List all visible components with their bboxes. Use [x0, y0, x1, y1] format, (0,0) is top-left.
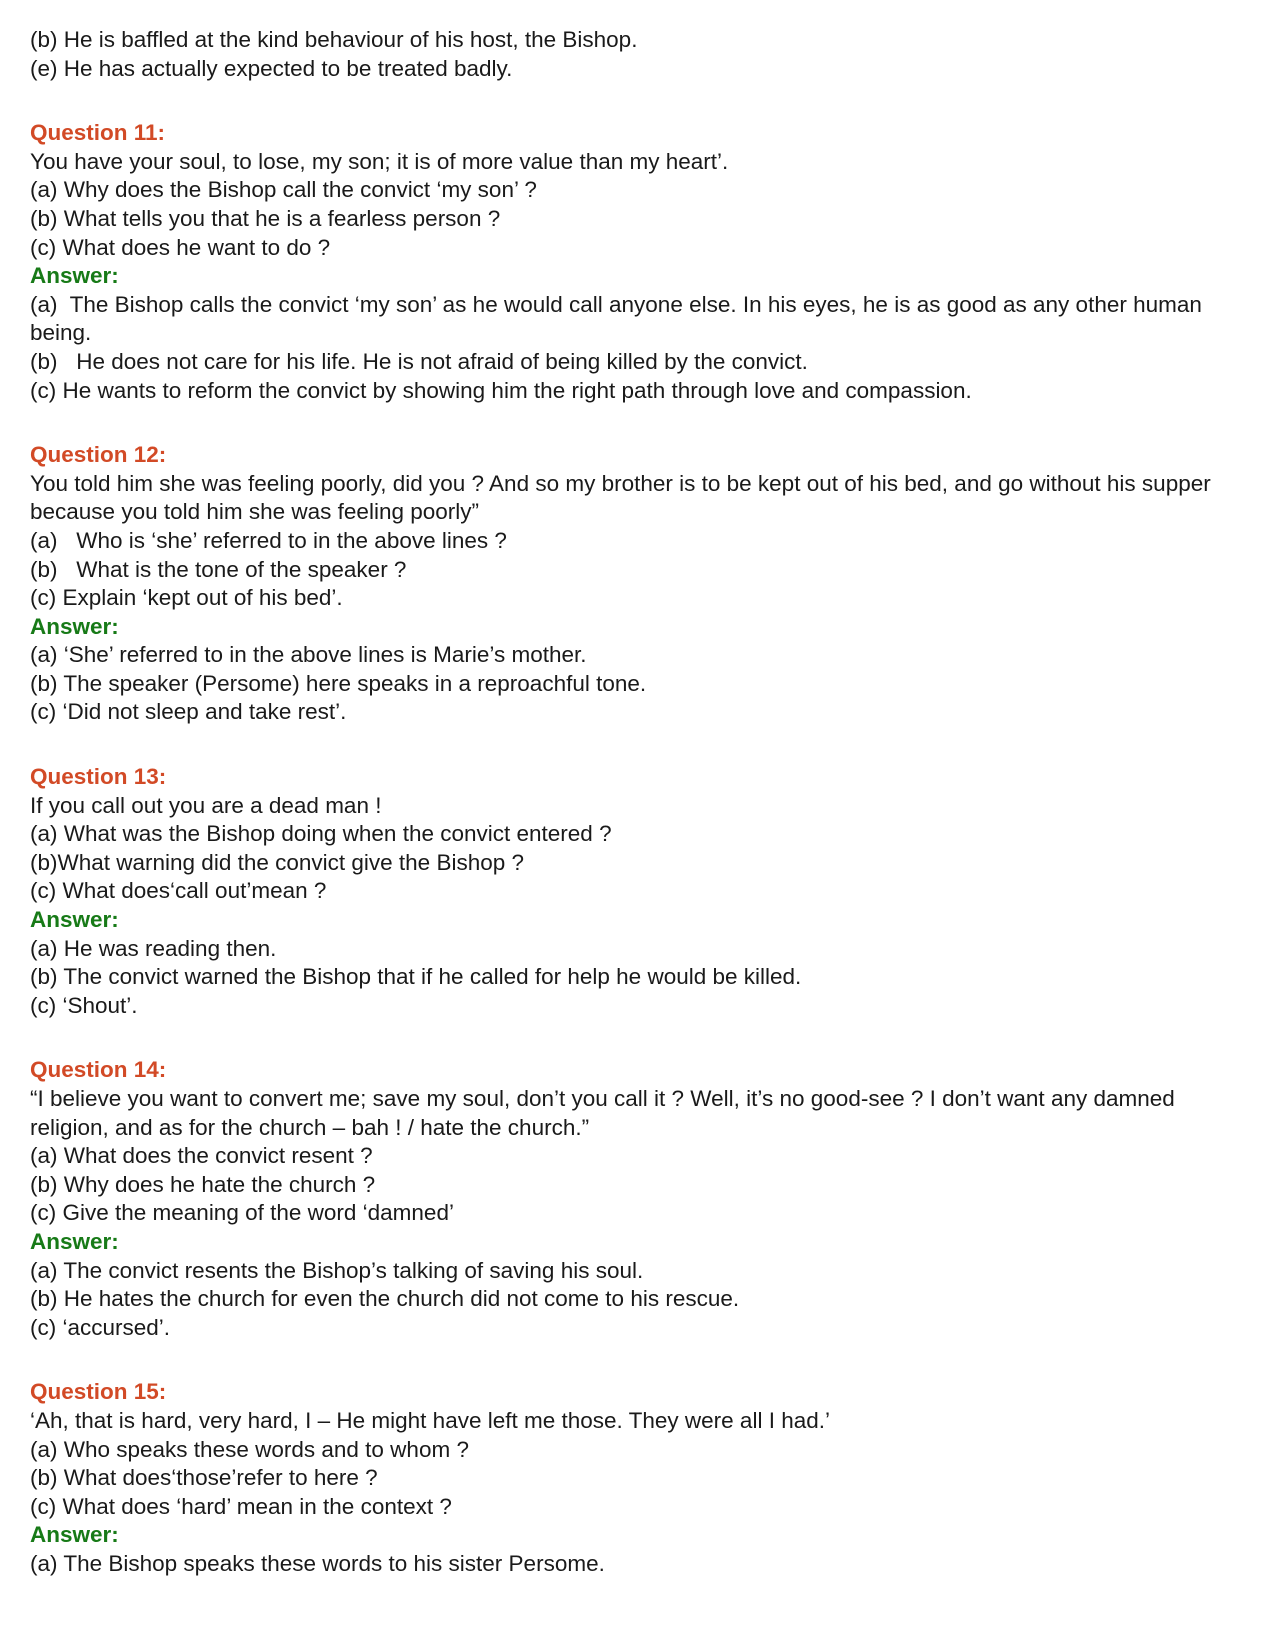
question-prompt-line: (b)What warning did the convict give the Bishop ?	[30, 849, 525, 875]
answer-line: (c) He wants to reform the convict by showing him the right path through love and compassion.	[30, 377, 972, 403]
question-prompt-line: If you call out you are a dead man !	[30, 792, 382, 818]
document-page	[30, 26, 1245, 1579]
answer-heading: Answer:	[30, 613, 119, 639]
question-prompt-line: (c) What does‘call out’mean ?	[30, 878, 327, 904]
answer-line: (b) He does not care for his life. He is not afraid of being killed by the convict.	[30, 348, 808, 374]
question-block-13	[30, 763, 1245, 1020]
question-prompt-line: (a) Who is ‘she’ referred to in the above lines ?	[30, 527, 507, 553]
question-prompt-line: ‘Ah, that is hard, very hard, I – He might have left me those. They were all I had.’	[30, 1407, 830, 1433]
question-heading: Question 13:	[30, 764, 167, 790]
question-prompt-line: (b) What tells you that he is a fearless person ?	[30, 205, 501, 231]
question-block-12	[30, 441, 1245, 727]
answer-line: (a) The convict resents the Bishop’s talking of saving his soul.	[30, 1257, 644, 1283]
answer-line: (c) ‘accursed’.	[30, 1314, 171, 1340]
question-prompt-line: (a) Who speaks these words and to whom ?	[30, 1436, 469, 1462]
question-prompt-line: (c) What does he want to do ?	[30, 234, 331, 260]
answer-line: (a) He was reading then.	[30, 935, 277, 961]
question-prompt-line: (b) Why does he hate the church ?	[30, 1171, 376, 1197]
answer-line: (b) The convict warned the Bishop that if he called for help he would be killed.	[30, 964, 802, 990]
question-prompt-line: “I believe you want to convert me; save my soul, don’t you call it ? Well, it’s no good-see ? I don’t want any damned religion, and as for the church – bah ! / hate the church.”	[30, 1086, 1182, 1140]
question-block-11	[30, 119, 1245, 405]
question-prompt-line: (a) What does the convict resent ?	[30, 1143, 373, 1169]
answer-line: (a) The Bishop calls the convict ‘my son’ as he would call anyone else. In his eyes, he is as good as any other human being.	[30, 291, 1209, 346]
question-prompt-line: (a) Why does the Bishop call the convict ‘my son’ ?	[30, 177, 537, 203]
answer-heading: Answer:	[30, 907, 119, 933]
question-prompt-line: You have your soul, to lose, my son; it is of more value than my heart’.	[30, 148, 729, 174]
answer-heading: Answer:	[30, 1228, 119, 1254]
question-heading: Question 15:	[30, 1379, 167, 1405]
question-prompt-line: (a) What was the Bishop doing when the convict entered ?	[30, 821, 612, 847]
question-prompt-line: (c) What does ‘hard’ mean in the context ?	[30, 1493, 452, 1519]
intro-line: (e) He has actually expected to be treated badly.	[30, 55, 513, 81]
question-block-15	[30, 1378, 1245, 1578]
question-prompt-line: (c) Give the meaning of the word ‘damned’	[30, 1200, 454, 1226]
question-prompt-line: (c) Explain ‘kept out of his bed’.	[30, 585, 343, 611]
answer-line: (c) ‘Shout’.	[30, 992, 138, 1018]
answer-line: (a) The Bishop speaks these words to his sister Persome.	[30, 1550, 605, 1576]
intro-line: (b) He is baffled at the kind behaviour of his host, the Bishop.	[30, 27, 638, 52]
question-prompt-line: (b) What is the tone of the speaker ?	[30, 556, 407, 582]
answer-line: (a) ‘She’ referred to in the above lines is Marie’s mother.	[30, 642, 587, 668]
intro-block	[30, 26, 1245, 83]
answer-line: (b) The speaker (Persome) here speaks in a reproachful tone.	[30, 670, 647, 696]
question-prompt-line: You told him she was feeling poorly, did you ? And so my brother is to be kept out of his bed, and go without his supper because you told him she was feeling poorly”	[30, 470, 1217, 525]
answer-heading: Answer:	[30, 263, 119, 289]
answer-line: (b) He hates the church for even the church did not come to his rescue.	[30, 1286, 740, 1312]
question-heading: Question 12:	[30, 442, 167, 468]
question-prompt-line: (b) What does‘those’refer to here ?	[30, 1465, 378, 1491]
question-block-14	[30, 1056, 1245, 1342]
answer-line: (c) ‘Did not sleep and take rest’.	[30, 699, 347, 725]
question-heading: Question 14:	[30, 1057, 167, 1083]
question-heading: Question 11:	[30, 120, 166, 146]
answer-heading: Answer:	[30, 1522, 119, 1548]
